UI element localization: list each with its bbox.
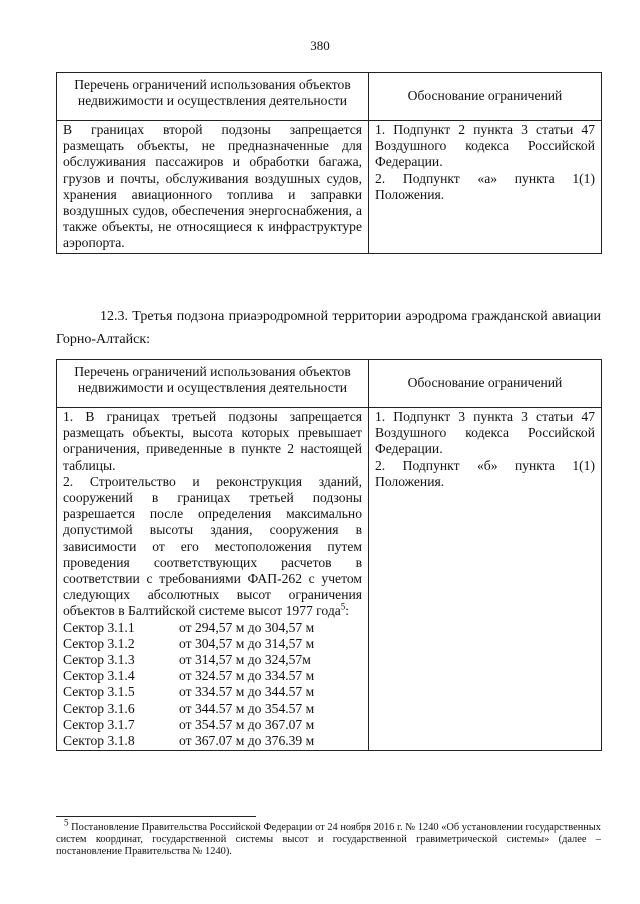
sector-range: от 354.57 м до 367.07 м bbox=[179, 716, 315, 732]
sector-range: от 334.57 м до 344.57 м bbox=[179, 684, 315, 700]
sector-list bbox=[63, 620, 362, 750]
justification-cell bbox=[369, 408, 602, 751]
footnote-marker: 5 bbox=[64, 817, 69, 828]
sector-name: Сектор 3.1.8 bbox=[63, 733, 135, 749]
sector-row bbox=[63, 701, 362, 717]
footnote-ref[interactable]: 5 bbox=[340, 601, 346, 612]
restriction-item-2: 2. Строительство и реконструкция зданий, сооружений в границах третьей подзоны разрешается после определения максимально допустимой высоты здания, сооружения в зависимости от его местоположения путем проведения соответствующих расчетов в соответствии с требованиями ФАП-262 с учетом следующих абсолютных высот ограничения объектов в Балтийской системе высот 1977 года$^5$: bbox=[63, 473, 362, 619]
table-header-row bbox=[57, 73, 602, 121]
sector-name: Сектор 3.1.6 bbox=[63, 700, 135, 716]
restriction-text: В границах второй подзоны запрещается размещать объекты, не предназначенные для обслуживания пассажиров и обработки багажа, грузов и почты, обслуживания воздушных судов, хранения авиационного топлива и заправки воздушных судов, обеспечения энергоснабжения, а также объекты, не относящиеся к инфраструктуре аэропорта. bbox=[63, 122, 362, 251]
restriction-item-2-text: 2. Строительство и реконструкция зданий, сооружений в границах третьей подзоны разрешается после определения максимально допустимой высоты здания, сооружения в зависимости от его местоположения путем проведения соответствующих расчетов в соответствии с требованиями ФАП-262 с учетом следующих абсолютных высот ограничения объектов в Балтийской системе высот 1977 года bbox=[63, 473, 362, 619]
justification-item-2: 2. Подпункт «а» пункта 1(1) Положения. bbox=[375, 170, 595, 202]
sector-range: от 344.57 м до 354.57 м bbox=[179, 700, 315, 716]
sector-name: Сектор 3.1.2 bbox=[63, 635, 135, 651]
header-restrictions-list: Перечень ограничений использования объектов недвижимости и осуществления деятельности bbox=[57, 360, 369, 408]
page-number: 380 bbox=[310, 38, 330, 53]
sector-row bbox=[63, 652, 362, 668]
sector-row bbox=[63, 684, 362, 700]
sector-row bbox=[63, 620, 362, 636]
sector-range: от 294,57 м до 304,57 м bbox=[179, 619, 315, 635]
justification-cell bbox=[369, 121, 602, 254]
header-justification: Обоснование ограничений bbox=[369, 73, 602, 121]
footnote-text: Постановление Правительства Российской Федерации от 24 ноября 2016 г. № 1240 «Об установлении государственных систем координат, государственной системы высот и государственной гравиметрической системы» (далее – постановление Правительства № 1240). bbox=[56, 822, 601, 858]
restriction-cell bbox=[57, 121, 369, 254]
sector-name: Сектор 3.1.5 bbox=[63, 684, 135, 700]
restrictions-table-zone-3 bbox=[56, 359, 602, 751]
table-header-row bbox=[57, 360, 602, 408]
footnote-separator bbox=[56, 816, 256, 817]
sector-row bbox=[63, 668, 362, 684]
sector-range: от 367.07 м до 376.39 м bbox=[179, 733, 315, 749]
sector-name: Сектор 3.1.3 bbox=[63, 652, 135, 668]
section-heading: 12.3. Третья подзона приаэродромной территории аэродрома гражданской авиации Горно-Алтайск: bbox=[56, 309, 601, 347]
header-justification: Обоснование ограничений bbox=[369, 360, 602, 408]
header-restrictions-list: Перечень ограничений использования объектов недвижимости и осуществления деятельности bbox=[57, 73, 369, 121]
footnote bbox=[56, 817, 601, 859]
justification-item-2: 2. Подпункт «б» пункта 1(1) Положения. bbox=[375, 457, 595, 489]
justification-item-1: 1. Подпункт 3 пункта 3 статьи 47 Воздушного кодекса Российской Федерации. bbox=[375, 409, 595, 457]
table-row bbox=[57, 121, 602, 254]
sector-name: Сектор 3.1.1 bbox=[63, 619, 135, 635]
sector-row bbox=[63, 636, 362, 652]
sector-range: от 324.57 м до 334.57 м bbox=[179, 668, 315, 684]
restriction-item-1: 1. В границах третьей подзоны запрещается размещать объекты, высота которых превышает ограничения, приведенные в пункте 2 настоящей таблицы. bbox=[63, 409, 362, 473]
sector-range: от 314,57 м до 324,57м bbox=[179, 652, 311, 668]
restrictions-table-zone-2 bbox=[56, 72, 602, 254]
sector-name: Сектор 3.1.4 bbox=[63, 668, 135, 684]
justification-item-1: 1. Подпункт 2 пункта 3 статьи 47 Воздушного кодекса Российской Федерации. bbox=[375, 122, 595, 170]
restriction-cell bbox=[57, 408, 369, 751]
sector-name: Сектор 3.1.7 bbox=[63, 716, 135, 732]
sector-row bbox=[63, 717, 362, 733]
table-row bbox=[57, 408, 602, 751]
sector-range: от 304,57 м до 314,57 м bbox=[179, 635, 315, 651]
sector-row bbox=[63, 733, 362, 749]
